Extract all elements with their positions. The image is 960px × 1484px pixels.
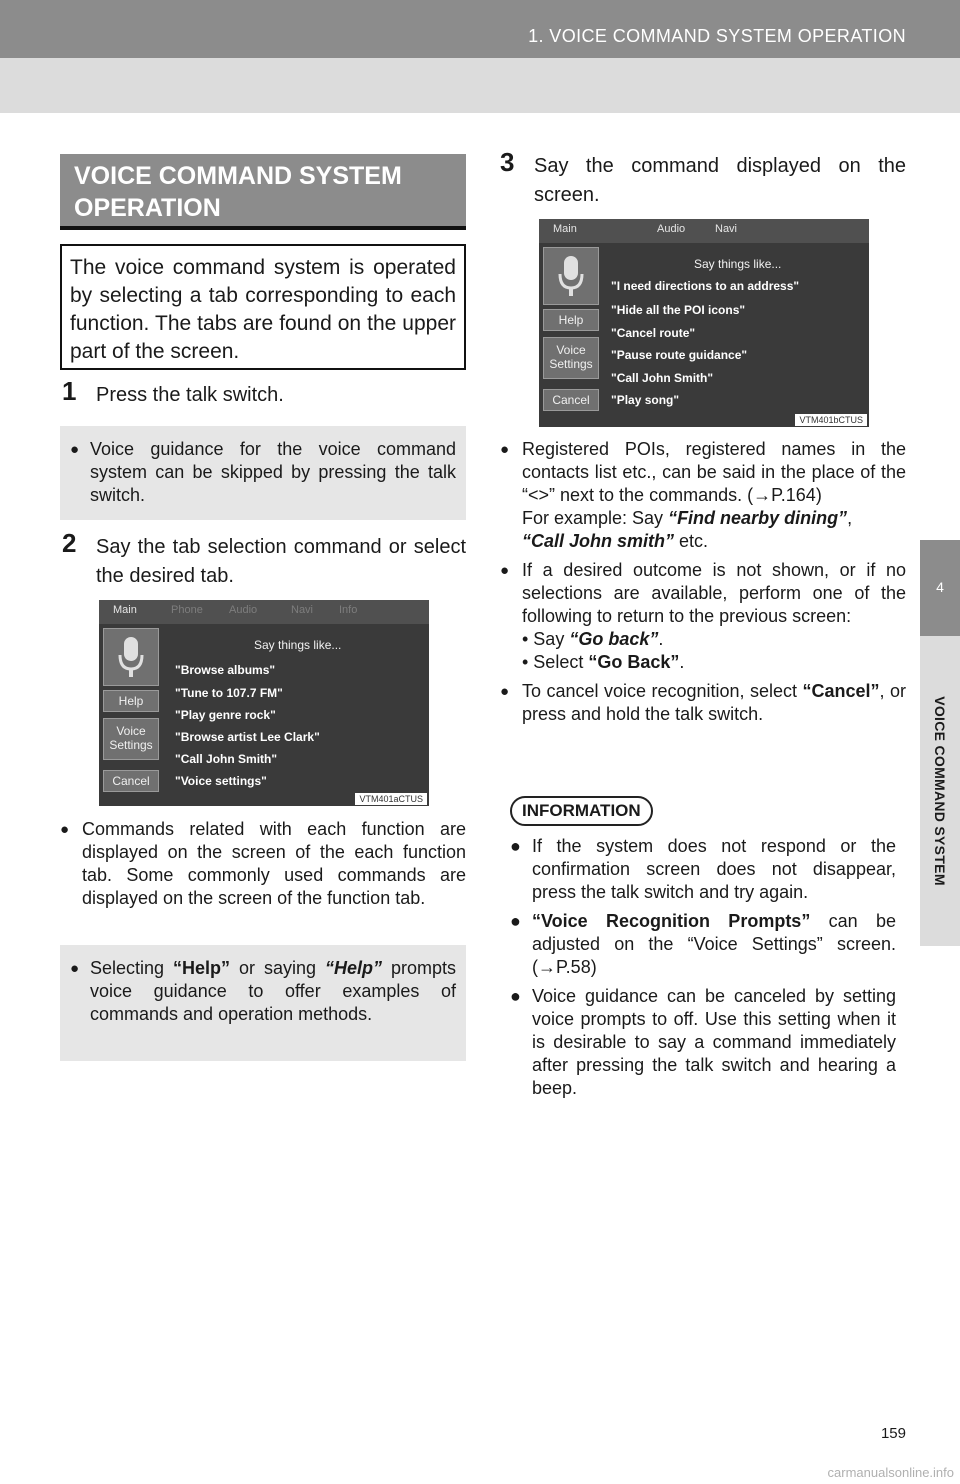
screen-command: "Play song" [611, 393, 680, 407]
bullet-text: Commands related with each function are displayed on the screen of the each function tab. Some commonly used commands are displayed on the screen of the function tab. [82, 819, 466, 908]
right-bullets [500, 438, 906, 732]
screen-command: "Call John Smith" [175, 752, 278, 766]
chapter-tab-number [920, 540, 960, 636]
screen-tab-audio: Audio [229, 604, 258, 616]
microphone-icon [103, 628, 159, 686]
microphone-icon [543, 247, 599, 305]
list-item [500, 438, 906, 553]
figure-code: VTM401aCTUS [355, 793, 427, 805]
screen-command: "Cancel route" [611, 326, 696, 340]
screen-help-button: Help [103, 690, 159, 712]
chapter-label: VOICE COMMAND SYSTEM [932, 696, 948, 886]
bullet-icon: ● [500, 683, 510, 700]
text-run: . [679, 652, 685, 672]
go-back-voice-ref: “Go back” [569, 629, 659, 649]
step-number: 2 [62, 528, 77, 558]
screen-tab-main: Main [553, 223, 577, 235]
example-command: “Call John smith” [522, 531, 675, 551]
screen-tab-navi: Navi [291, 604, 314, 616]
list-item [60, 818, 466, 910]
text-run: • Say [522, 629, 570, 649]
note-text [90, 957, 456, 1026]
bullet-icon: ● [70, 441, 80, 458]
running-header: 1. VOICE COMMAND SYSTEM OPERATION [528, 26, 906, 46]
information-list [510, 835, 896, 1106]
text-run: , [847, 508, 853, 528]
screen-tab-bar [99, 600, 429, 624]
watermark: carmanualsonline.info [827, 1465, 954, 1480]
screen-tab-navi: Navi [715, 223, 738, 235]
example-command: “Find nearby dining” [668, 508, 848, 528]
help-voice-ref: “Help” [324, 958, 382, 978]
text-run: Selecting [90, 958, 174, 978]
screen-command: "Call John Smith" [611, 371, 714, 385]
bullet-icon: ● [500, 441, 510, 458]
chapter-tab-label [920, 636, 960, 946]
screen-voice-settings-button: Voice Settings [543, 337, 599, 379]
page-number: 159 [880, 1425, 906, 1442]
microphone-icon [116, 635, 146, 681]
text-run: • Select [522, 652, 589, 672]
bullet-icon: ● [60, 821, 70, 838]
information-label: INFORMATION [510, 796, 653, 826]
help-button-ref: “Help” [173, 958, 231, 978]
note-help [60, 945, 466, 1061]
step-text: Say the command displayed on the screen. [534, 155, 906, 206]
text-run: prompts voice guidance to offer examples of commands and operation methods. [90, 958, 456, 1024]
go-back-button-ref: “Go Back” [588, 652, 680, 672]
microphone-icon [556, 254, 586, 300]
text-run: . [658, 629, 664, 649]
screen-say-things: Say things like... [254, 638, 342, 652]
screen-command: "Hide all the POI icons" [611, 303, 746, 317]
step-1 [62, 376, 466, 410]
note-text: Voice guidance for the voice command system can be skipped by pressing the talk switch. [90, 439, 456, 505]
screen-command: "Pause route guidance" [611, 348, 748, 362]
list-item [500, 559, 906, 674]
info-text: can be adjusted on the “Voice Settings” screen. (→P.58) [532, 911, 896, 977]
screen-command: "I need directions to an address" [611, 279, 800, 293]
bullet-text: Registered POIs, registered names in the contacts list etc., can be said in the place of the “<>” next to the commands. (→P.164) [522, 439, 906, 505]
screen-tab-main: Main [113, 604, 137, 616]
text-run: or saying [230, 958, 325, 978]
screen-help-button: Help [543, 309, 599, 331]
screenshot-main-tab [99, 600, 429, 806]
list-item [510, 985, 896, 1100]
screen-command: "Voice settings" [175, 774, 267, 788]
bullet-icon: ● [510, 911, 521, 931]
text-run: To cancel voice recognition, select [522, 681, 803, 701]
screenshot-navi-commands [539, 219, 869, 427]
cancel-button-ref: “Cancel” [802, 681, 880, 701]
text-run: For example: Say [522, 508, 669, 528]
bullet-text: If a desired outcome is not shown, or if no selections are available, perform one of the following to return to the previous screen: [522, 560, 906, 626]
screen-tab-phone: Phone [171, 604, 203, 616]
info-text: If the system does not respond or the confirmation screen does not disappear, press the talk switch and try again. [532, 836, 896, 902]
step-number: 3 [500, 147, 515, 177]
chapter-number: 4 [936, 579, 944, 595]
text-run: , or press and hold the talk switch. [522, 681, 906, 724]
step-3 [500, 147, 906, 210]
step-text: Press the talk switch. [96, 384, 284, 406]
bullet-icon: ● [510, 986, 521, 1006]
text-run: etc. [674, 531, 709, 551]
commands-bullet [60, 818, 466, 916]
intro-box: The voice command system is operated by selecting a tab corresponding to each function. The tabs are found on the upper part of the screen. [60, 244, 466, 370]
screen-command: "Tune to 107.7 FM" [175, 686, 283, 700]
section-heading [60, 154, 466, 230]
step-text: Say the tab selection command or select the desired tab. [96, 536, 466, 587]
screen-command: "Play genre rock" [175, 708, 276, 722]
screen-command: "Browse artist Lee Clark" [175, 730, 320, 744]
screen-say-things: Say things like... [694, 257, 782, 271]
bullet-icon: ● [510, 836, 521, 856]
info-text: Voice guidance can be canceled by setting voice prompts to off. Use this setting when it is desirable to say a command immediately after pressing the talk switch and hearing a beep. [532, 986, 896, 1098]
header-subband [0, 58, 960, 113]
bullet-icon: ● [70, 960, 80, 977]
bullet-icon: ● [500, 562, 510, 579]
figure-code: VTM401bCTUS [795, 414, 867, 426]
screen-voice-settings-button: Voice Settings [103, 718, 159, 760]
screen-command: "Browse albums" [175, 663, 276, 677]
screen-tab-info: Info [339, 604, 358, 616]
screen-cancel-button: Cancel [103, 770, 159, 792]
setting-ref: “Voice Recognition Prompts” [532, 911, 811, 931]
step-2 [62, 528, 466, 591]
screen-tab-bar [539, 219, 869, 243]
step-number: 1 [62, 376, 77, 406]
section-title: VOICE COMMAND SYSTEM OPERATION [74, 162, 402, 222]
screen-cancel-button: Cancel [543, 389, 599, 411]
screen-tab-audio: Audio [657, 223, 686, 235]
note-skip-guidance [60, 426, 466, 520]
list-item [500, 680, 906, 726]
list-item [510, 835, 896, 904]
list-item [510, 910, 896, 979]
